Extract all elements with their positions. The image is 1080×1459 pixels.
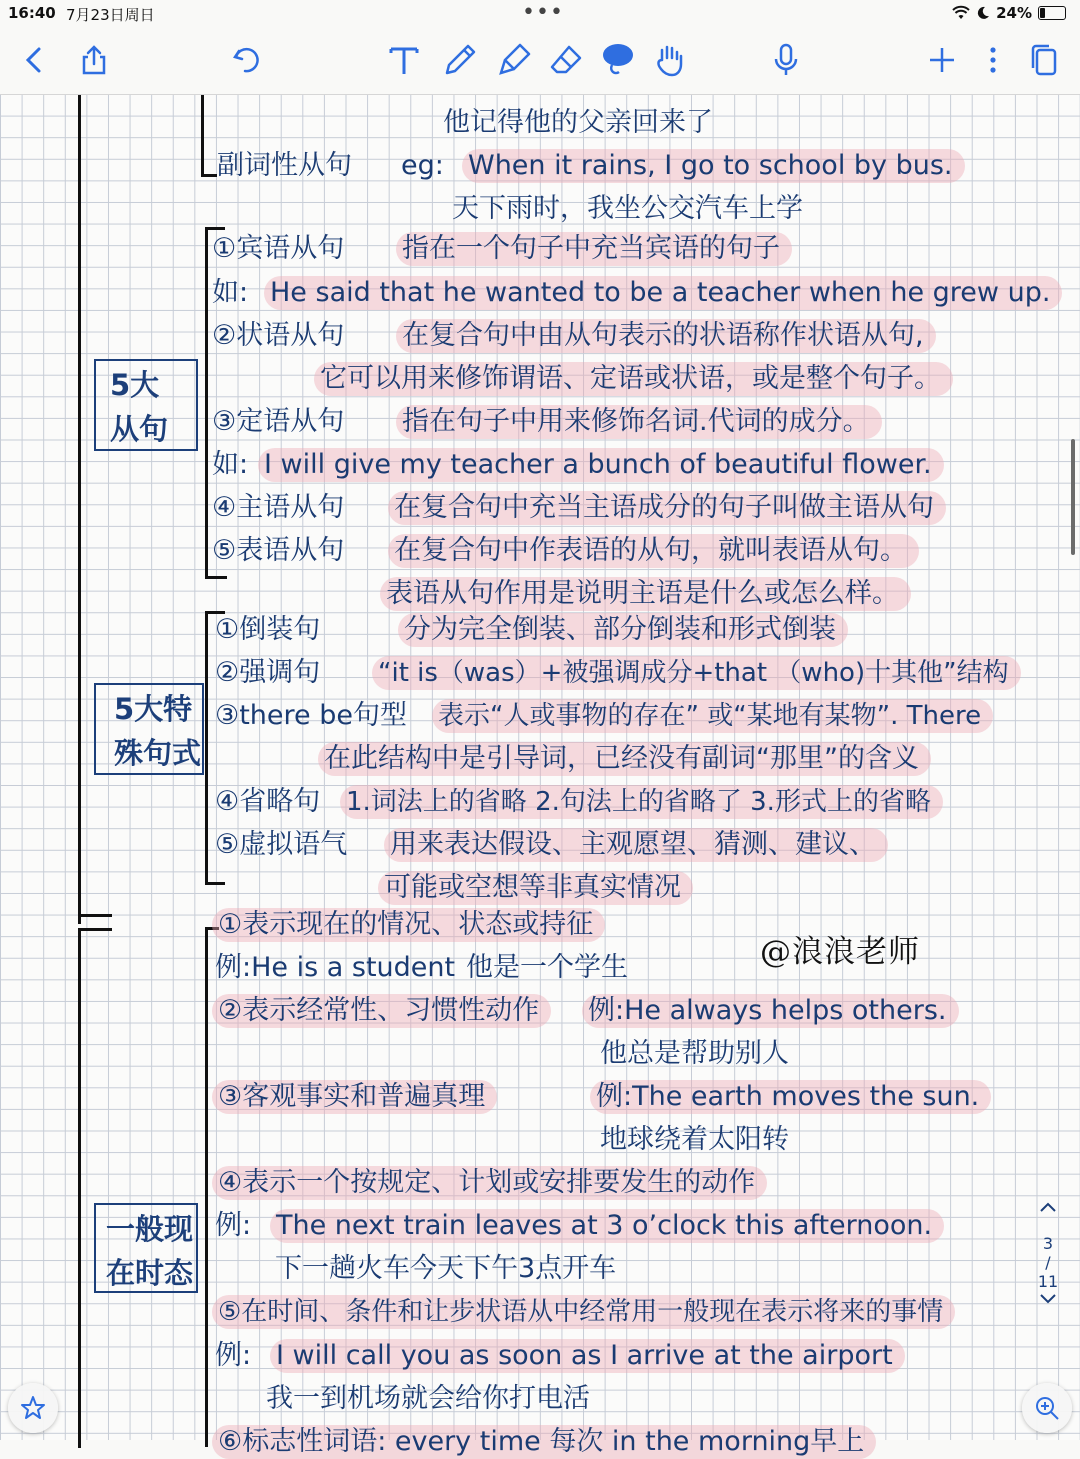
zoom-in-icon [1033, 1394, 1061, 1422]
special-item: ②强调句 [215, 657, 321, 688]
clause-item: ②状语从句 [212, 320, 345, 351]
clause-definition: 在复合句中由从句表示的状语称作状语从句, [396, 319, 936, 353]
clause-item: ④主语从句 [212, 492, 345, 523]
clause-example: He said that he wanted to be a teacher when he grew up. [264, 276, 1062, 310]
battery-icon [1038, 6, 1066, 20]
present-usage: ⑥标志性词语: every time 每次 in the morning早上 [212, 1425, 876, 1459]
note-line: eg: [401, 150, 444, 181]
pages-icon [1029, 43, 1059, 77]
page-navigator[interactable] [1034, 1199, 1062, 1310]
scroll-indicator[interactable] [1071, 439, 1075, 555]
bracket-noun-clause [201, 94, 204, 176]
clause-definition: 指在一个句子中充当宾语的句子 [396, 232, 792, 266]
special-item: ⑤虚拟语气 [215, 829, 348, 860]
present-example-prefix: 例: [215, 1210, 252, 1241]
clause-example-prefix: 如: [212, 449, 249, 480]
special-item: ③there be句型 [215, 700, 407, 731]
status-date: 7月23日周日 [66, 6, 155, 24]
label-five-special-sentences: 5大特 殊句式 [94, 683, 204, 775]
more-icon [988, 45, 998, 75]
pen-icon [442, 42, 478, 78]
note-line: 副词性从句 [217, 150, 352, 181]
note-line: 他记得他的父亲回来了 [443, 107, 713, 138]
microphone-button[interactable] [766, 40, 806, 80]
bracket-noun-clause-foot [201, 174, 217, 177]
clause-item: ⑤表语从句 [212, 535, 345, 566]
text-tool-button[interactable] [384, 40, 424, 80]
note-example-highlight: When it rains, I go to school by bus. [462, 149, 965, 183]
present-example-translation: 地球绕着太阳转 [600, 1124, 789, 1155]
note-canvas[interactable] [0, 94, 1080, 1457]
mindmap-trunk-upper [78, 94, 81, 924]
special-definition: 可能或空想等非真实情况 [378, 871, 693, 905]
clause-definition: 在复合句中充当主语成分的句子叫做主语从句 [388, 491, 946, 525]
moon-icon [976, 6, 990, 20]
bracket-five-clauses-bottom [205, 576, 227, 579]
microphone-icon [771, 42, 801, 78]
status-right [952, 4, 1066, 22]
special-definition: 在此结构中是引导词，已经没有副词“那里”的含义 [318, 742, 931, 776]
bracket-five-clauses [205, 227, 208, 579]
present-example: 例:The earth moves the sun. [590, 1080, 991, 1114]
lasso-icon [599, 41, 637, 79]
special-definition: 分为完全倒装、部分倒装和形式倒装 [398, 613, 848, 647]
status-bar [0, 0, 1080, 26]
clause-example-prefix: 如: [212, 277, 249, 308]
pen-tool-button[interactable] [440, 40, 480, 80]
special-item: ①倒装句 [215, 614, 321, 645]
present-usage: ④表示一个按规定、计划或安排要发生的动作 [212, 1166, 767, 1200]
special-definition: 用来表达假设、主观愿望、猜测、建议、 [384, 828, 888, 862]
chevron-up-icon[interactable] [1038, 1200, 1058, 1214]
note-line: 天下雨时，我坐公交汽车上学 [452, 193, 803, 224]
present-example-translation: 我一到机场就会给你打电活 [266, 1383, 590, 1414]
present-example: The next train leaves at 3 o’clock this afternoon. [270, 1209, 944, 1243]
present-usage: ③客观事实和普遍真理 [212, 1080, 497, 1114]
text-tool-icon [386, 42, 422, 78]
present-usage: ①表示现在的情况、状态或持征 [212, 908, 605, 942]
favorite-button[interactable] [8, 1383, 58, 1433]
label-five-clauses: 5大 从句 [94, 359, 198, 451]
eraser-icon [548, 42, 584, 78]
present-example: 例:He is a student [215, 952, 456, 983]
clause-definition: 在复合句中作表语的从句，就叫表语从句。 [388, 534, 919, 568]
eraser-tool-button[interactable] [546, 40, 586, 80]
toolbar [0, 26, 1080, 95]
undo-button[interactable] [228, 40, 268, 80]
clause-definition: 表语从句作用是说明主语是什么或怎么样。 [380, 577, 911, 611]
clause-definition: 它可以用来修饰谓语、定语或状语，或是整个句子。 [314, 362, 953, 396]
hand-tool-button[interactable] [650, 40, 690, 80]
more-button[interactable] [973, 40, 1013, 80]
present-example: 例:He always helps others. [582, 994, 959, 1028]
author-watermark: @浪浪老师 [760, 934, 920, 970]
clause-definition: 指在句子中用来修饰名词.代词的成分。 [396, 405, 882, 439]
special-definition: 表示“人或事物的存在” 或“某地有某物”. There [432, 699, 993, 733]
status-time: 16:40 [8, 4, 56, 22]
special-item: ④省略句 [215, 786, 321, 817]
undo-icon [231, 45, 265, 75]
present-example-translation: 他是一个学生 [466, 952, 628, 983]
mindmap-trunk-lower-top [78, 928, 112, 931]
mindmap-trunk-lower [78, 928, 81, 1448]
lasso-tool-button[interactable] [598, 40, 638, 80]
page-total: 11 [1037, 1272, 1059, 1291]
battery-percent: 24% [996, 4, 1032, 22]
share-icon [79, 44, 109, 76]
plus-icon [927, 45, 957, 75]
multitasking-dots[interactable]: ••• [522, 0, 564, 25]
special-definition: “it is（was）+被强调成分+that （who)十其他”结构 [372, 656, 1021, 690]
highlighter-tool-button[interactable] [494, 40, 534, 80]
special-definition: 1.词法上的省略 2.句法上的省略了 3.形式上的省略 [340, 785, 943, 819]
star-icon [19, 1394, 47, 1422]
clause-item: ③定语从句 [212, 406, 345, 437]
chevron-down-icon[interactable] [1038, 1292, 1058, 1306]
label-present-simple: 一般现 在时态 [94, 1203, 198, 1293]
bracket-special [205, 611, 208, 885]
present-example-translation: 他总是帮助别人 [600, 1038, 789, 1069]
present-usage: ⑤在时间、条件和让步状语从中经常用一般现在表示将来的事情 [212, 1295, 955, 1329]
page-current: 3 [1042, 1234, 1054, 1253]
wifi-icon [952, 6, 970, 20]
highlighter-icon [496, 42, 532, 78]
mindmap-trunk-stub [78, 914, 112, 917]
bracket-five-clauses-top [205, 227, 225, 230]
add-button[interactable] [922, 40, 962, 80]
zoom-button[interactable] [1022, 1383, 1072, 1433]
present-example-prefix: 例: [215, 1340, 252, 1371]
clause-example: I will give my teacher a bunch of beautiful flower. [258, 448, 944, 482]
present-usage: ②表示经常性、习惯性动作 [212, 994, 551, 1028]
bracket-special-bottom [205, 882, 225, 885]
chevron-left-icon [22, 45, 46, 75]
pages-button[interactable] [1024, 40, 1064, 80]
back-button[interactable] [14, 40, 54, 80]
present-example-translation: 下一趟火车今天下午3点开车 [275, 1253, 617, 1284]
page-separator: / [1045, 1253, 1051, 1272]
present-example: I will call you as soon as I arrive at the airport [270, 1339, 905, 1373]
clause-item: ①宾语从句 [212, 233, 345, 264]
bracket-present [205, 927, 208, 1447]
share-button[interactable] [74, 40, 114, 80]
hand-pointer-icon [652, 42, 688, 78]
